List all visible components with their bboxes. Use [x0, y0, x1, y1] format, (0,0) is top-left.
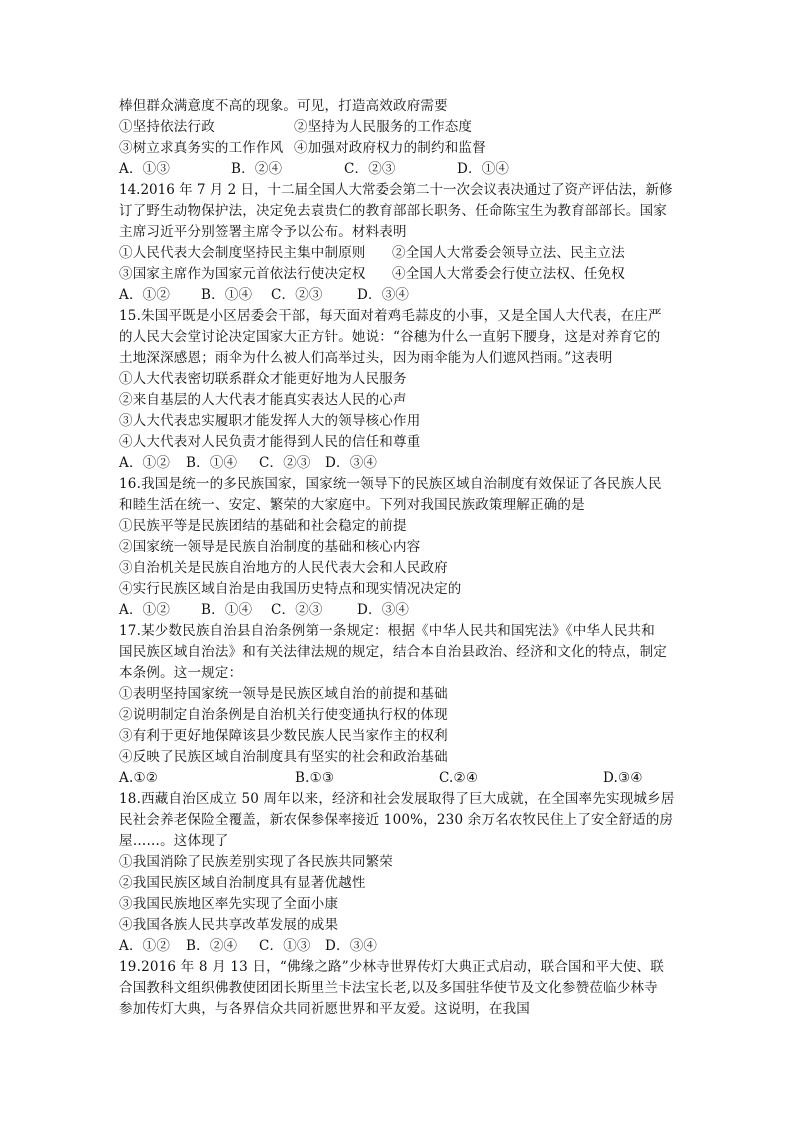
q16-choice-b: B．①④: [201, 602, 253, 618]
q18-choice-a: A．①②: [119, 938, 171, 954]
q14-choice-b: B．①④: [201, 287, 253, 303]
q15-option-3: ③人大代表忠实履职才能发挥人大的领导核心作用: [119, 413, 421, 429]
q18-option-1: ①我国消除了民族差别实现了各民族共同繁荣: [119, 854, 393, 870]
q19-stem-line-1: 19.2016 年 8 月 13 日，“佛缘之路”少林寺世界传灯大典正式启动，联合国和平大使、联: [119, 959, 664, 975]
q17-option-4: ④反映了民族区域自治制度具有坚实的社会和政治基础: [119, 749, 448, 765]
q14-option-3: ③国家主席作为国家元首依法行使决定权: [119, 266, 366, 282]
q16-stem-line-2: 和睦生活在统一、安定、繁荣的大家庭中。下列对我国民族政策理解正确的是: [119, 497, 585, 513]
q15-choice-a: A．①②: [119, 455, 171, 471]
q16-option-1: ①民族平等是民族团结的基础和社会稳定的前提: [119, 518, 407, 534]
q14-choice-c: C．②③: [271, 287, 323, 303]
q15-option-2: ②来自基层的人大代表才能真实表达人民的心声: [119, 392, 407, 408]
q16-choice-a: A．①②: [119, 602, 171, 618]
q13-option-3: ③树立求真务实的工作作风: [119, 140, 284, 156]
q13-option-1: ①坚持依法行政: [119, 119, 215, 135]
q15-stem-line-2: 的人民大会堂讨论决定国家大正方针。她说：“谷穗为什么一直躬下腰身，这是对养育它的: [119, 329, 661, 345]
q14-stem-line-2: 订了野生动物保护法，决定免去袁贵仁的教育部部长职务、任命陈宝生为教育部部长。国家: [119, 203, 667, 219]
q15-choice-c: C．②③: [259, 455, 311, 471]
q17-stem-line-3: 本条例。这一规定：: [119, 665, 243, 681]
q15-stem-line-3: 土地深深感恩；雨伞为什么被人们高举过头，因为雨伞能为人们遮风挡雨。”这表明: [119, 350, 613, 366]
q15-choice-b: B．①④: [186, 455, 238, 471]
q18-option-4: ④我国各族人民共享改革发展的成果: [119, 917, 339, 933]
q17-stem-line-2: 国民族区域自治法》和有关法律法规的规定，结合本自治县政治、经济和文化的特点，制定: [119, 644, 667, 660]
q14-choice-a: A．①②: [119, 287, 171, 303]
q14-choice-d: D．③④: [357, 287, 410, 303]
q13-choice-d: D．①④: [457, 161, 510, 177]
q17-choice-b: B.①③: [295, 770, 335, 786]
q14-option-2: ②全国人大常委会领导立法、民主立法: [392, 245, 625, 261]
q16-option-4: ④实行民族区域自治是由我国历史特点和现实情况决定的: [119, 581, 462, 597]
q14-option-1: ①人民代表大会制度坚持民主集中制原则: [119, 245, 366, 261]
q14-option-4: ④全国人大常委会行使立法权、任免权: [392, 266, 625, 282]
q15-choice-d: D．③④: [325, 455, 378, 471]
q13-choice-c: C．②③: [344, 161, 396, 177]
q18-stem-line-2: 民社会养老保险全覆盖，新农保参保率接近 100%，230 余万名农牧民住上了安全舒适的房: [119, 812, 674, 828]
q16-choice-d: D．③④: [357, 602, 410, 618]
q16-option-2: ②国家统一领导是民族自治制度的基础和核心内容: [119, 539, 421, 555]
q17-option-2: ②说明制定自治条例是自治机关行使变通执行权的体现: [119, 707, 448, 723]
q18-stem-line-3: 屋……。这体现了: [119, 833, 229, 849]
q18-choice-b: B．②④: [186, 938, 238, 954]
q18-choice-d: D．③④: [325, 938, 378, 954]
q13-option-4: ④加强对政府权力的制约和监督: [294, 140, 486, 156]
q16-choice-c: C．②③: [271, 602, 323, 618]
q18-choice-c: C．①③: [259, 938, 311, 954]
q19-stem-line-2: 合国教科文组织佛教使团团长斯里兰卡法宝长老,以及多国驻华使节及文化参赞莅临少林寺: [119, 980, 658, 996]
q14-stem-line-3: 主席习近平分别签署主席令予以公布。材料表明: [119, 224, 407, 240]
q17-choice-d: D.③④: [603, 770, 643, 786]
q15-stem-line-1: 15.朱国平既是小区居委会干部，每天面对着鸡毛蒜皮的小事，又是全国人大代表，在庄严: [119, 308, 662, 324]
q13-choice-b: B．②④: [231, 161, 283, 177]
q17-choice-c: C.②④: [439, 770, 479, 786]
q18-stem-line-1: 18.西藏自治区成立 50 周年以来，经济和社会发展取得了巨大成就，在全国率先实现城乡居: [119, 791, 675, 807]
q15-option-1: ①人大代表密切联系群众才能更好地为人民服务: [119, 371, 407, 387]
q17-option-1: ①表明坚持国家统一领导是民族区域自治的前提和基础: [119, 686, 448, 702]
q19-stem-line-3: 参加传灯大典，与各界信众共同祈愿世界和平友爱。这说明，在我国: [119, 1001, 530, 1017]
q15-option-4: ④人大代表对人民负责才能得到人民的信任和尊重: [119, 434, 421, 450]
q17-choice-a: A.①②: [119, 770, 159, 786]
q18-option-2: ②我国民族区域自治制度具有显著优越性: [119, 875, 366, 891]
q13-stem-line-1: 棒但群众满意度不高的现象。可见，打造高效政府需要: [119, 98, 448, 114]
q17-stem-line-1: 17.某少数民族自治县自治条例第一条规定：根据《中华人民共和国宪法》《中华人民共和: [119, 623, 655, 639]
q16-stem-line-1: 16.我国是统一的多民族国家，国家统一领导下的民族区域自治制度有效保证了各民族人民: [119, 476, 662, 492]
q17-option-3: ③有利于更好地保障该县少数民族人民当家作主的权利: [119, 728, 448, 744]
q13-choice-a: A．①③: [119, 161, 171, 177]
q14-stem-line-1: 14.2016 年 7 月 2 日，十二届全国人大常委会第二十一次会议表决通过了资产评估法，新修: [119, 182, 673, 198]
q13-option-2: ②坚持为人民服务的工作态度: [294, 119, 473, 135]
q18-option-3: ③我国民族地区率先实现了全面小康: [119, 896, 339, 912]
q16-option-3: ③自治机关是民族自治地方的人民代表大会和人民政府: [119, 560, 448, 576]
